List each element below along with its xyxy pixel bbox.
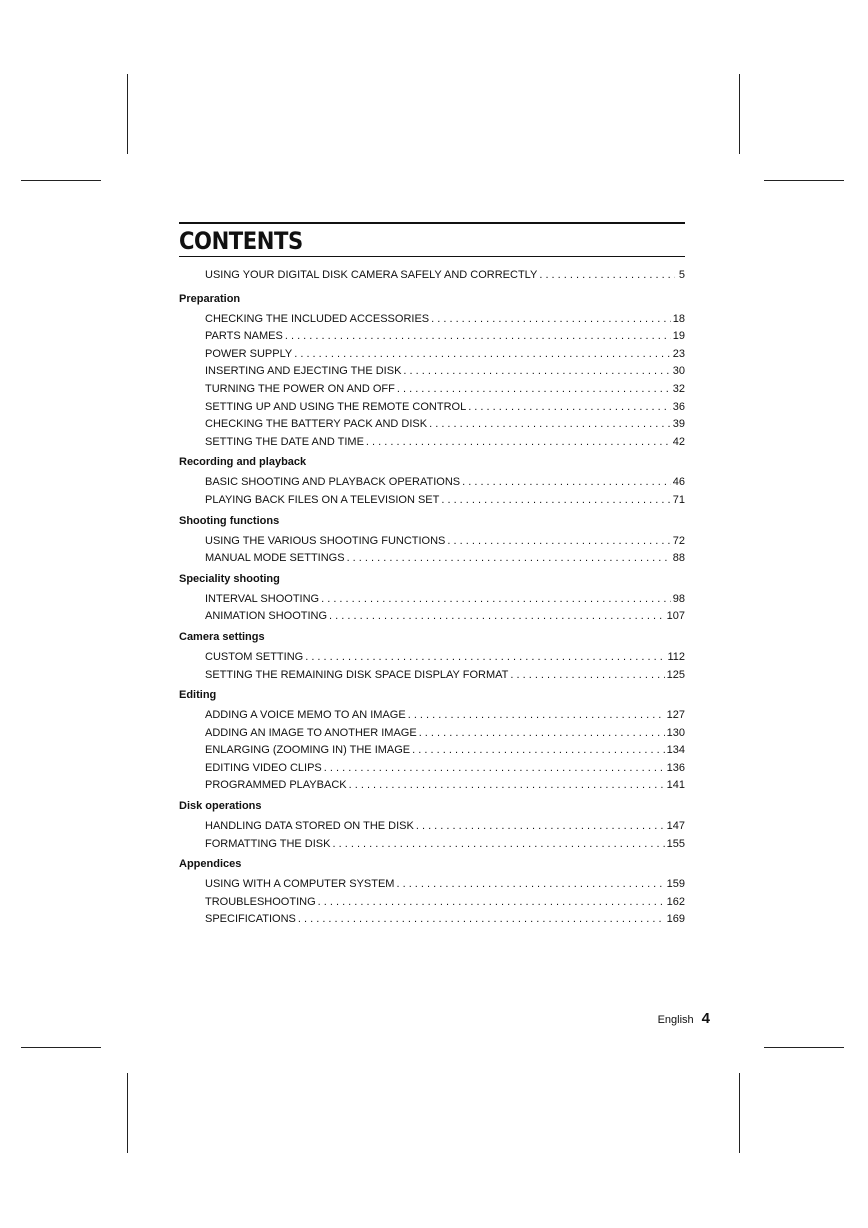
dot-leader [462,474,671,492]
dot-leader [539,267,675,285]
crop-mark-top-right-vertical [739,74,740,154]
dot-leader [324,760,665,778]
toc-entry[interactable] [205,894,685,912]
section-heading: Disk operations [179,800,262,813]
section-heading: Camera settings [179,630,265,643]
toc-entry-page: 134 [666,744,685,757]
toc-entry-label: PARTS NAMES [205,330,283,343]
toc-entry[interactable] [205,311,685,329]
toc-entry-page: 19 [672,330,685,343]
dot-leader [419,725,665,743]
toc-entry-label: CHECKING THE BATTERY PACK AND DISK [205,418,428,431]
section-heading: Speciality shooting [179,572,280,585]
toc-entry[interactable] [205,707,685,725]
toc-entry-label: TURNING THE POWER ON AND OFF [205,382,395,395]
toc-entry[interactable] [205,399,685,417]
section-heading: Editing [179,689,217,702]
toc-entry-page: 98 [672,592,685,605]
toc-entry[interactable] [205,346,685,364]
toc-entry-label: SETTING THE REMAINING DISK SPACE DISPLAY FORMAT [205,668,509,681]
toc-entry[interactable] [205,591,685,609]
toc-entry-label: BASIC SHOOTING AND PLAYBACK OPERATIONS [205,476,461,489]
crop-mark-top-left-horizontal [21,180,101,181]
toc-entry[interactable] [205,267,685,285]
dot-leader [333,836,665,854]
toc-entry-page: 125 [666,668,685,681]
toc-entry-label: PROGRAMMED PLAYBACK [205,779,347,792]
page-footer [610,1010,710,1027]
toc-entry-label: MANUAL MODE SETTINGS [205,552,345,565]
toc-entry-label: FORMATTING THE DISK [205,837,331,850]
toc-entry-label: USING WITH A COMPUTER SYSTEM [205,878,395,891]
toc-entry-label: ADDING AN IMAGE TO ANOTHER IMAGE [205,726,417,739]
toc-entry[interactable] [205,818,685,836]
table-of-contents [179,222,685,929]
toc-entry-page: 141 [666,779,685,792]
toc-entry-page: 42 [672,435,685,448]
toc-entry-page: 112 [667,650,685,663]
toc-entry[interactable] [205,434,685,452]
dot-leader [298,911,665,929]
dot-leader [294,346,671,364]
toc-entry-page: 162 [666,895,685,908]
toc-entry-page: 5 [678,269,685,281]
dot-leader [397,381,671,399]
toc-entry-label: CUSTOM SETTING [205,650,304,663]
dot-leader [408,707,665,725]
toc-entry-label: INTERVAL SHOOTING [205,592,320,605]
toc-entry-label: PLAYING BACK FILES ON A TELEVISION SET [205,493,440,506]
toc-entry-page: 23 [672,347,685,360]
toc-entry-label: ANIMATION SHOOTING [205,610,328,623]
dot-leader [441,492,670,510]
toc-entry[interactable] [205,328,685,346]
toc-entry[interactable] [205,760,685,778]
toc-entry[interactable] [205,725,685,743]
toc-entry[interactable] [205,492,685,510]
toc-sections [179,291,685,929]
toc-entry-page: 107 [666,610,685,623]
crop-mark-top-left-vertical [127,74,128,154]
page-title: CONTENTS [179,227,303,255]
toc-entry[interactable] [205,381,685,399]
toc-entry-page: 88 [672,552,685,565]
toc-entry-page: 147 [666,820,685,833]
toc-entry[interactable] [205,876,685,894]
dot-leader [285,328,671,346]
toc-entry-page: 159 [666,878,685,891]
dot-leader [349,777,665,795]
dot-leader [403,363,670,381]
toc-entry[interactable] [205,416,685,434]
toc-entry[interactable] [205,667,685,685]
toc-entry-page: 36 [672,400,685,413]
section-heading: Shooting functions [179,514,280,527]
dot-leader [321,591,671,609]
toc-entry[interactable] [205,608,685,626]
toc-entry[interactable] [205,742,685,760]
toc-entry-page: 32 [672,382,685,395]
toc-entry-label: SETTING UP AND USING THE REMOTE CONTROL [205,400,467,413]
toc-entry-page: 39 [672,418,685,431]
toc-entry[interactable] [205,550,685,568]
toc-entry-page: 169 [666,913,685,926]
dot-leader [510,667,664,685]
toc-entry-label: USING YOUR DIGITAL DISK CAMERA SAFELY AND CORRECTLY [205,269,538,281]
toc-entry-label: SPECIFICATIONS [205,913,296,926]
toc-entry-label: ADDING A VOICE MEMO TO AN IMAGE [205,709,406,722]
dot-leader [447,533,670,551]
toc-entry-label: HANDLING DATA STORED ON THE DISK [205,820,414,833]
crop-mark-bottom-left-vertical [127,1073,128,1153]
toc-entry-page: 130 [666,726,685,739]
toc-entry-page: 155 [666,837,685,850]
crop-mark-bottom-right-horizontal [764,1047,844,1048]
toc-entry-page: 136 [666,761,685,774]
dot-leader [429,416,671,434]
footer-language: English [657,1014,694,1026]
toc-entry[interactable] [205,911,685,929]
dot-leader [318,894,665,912]
crop-mark-top-right-horizontal [764,180,844,181]
toc-entry[interactable] [205,777,685,795]
dot-leader [366,434,671,452]
title-rule-bottom [179,256,685,257]
toc-entry-label: USING THE VARIOUS SHOOTING FUNCTIONS [205,534,446,547]
toc-entry-label: TROUBLESHOOTING [205,895,316,908]
dot-leader [412,742,664,760]
toc-entry-label: EDITING VIDEO CLIPS [205,761,322,774]
toc-entry-page: 46 [672,476,685,489]
section-heading: Recording and playback [179,456,307,469]
toc-entry-page: 30 [672,365,685,378]
page-number: 4 [701,1010,710,1027]
toc-entry[interactable] [205,649,685,667]
dot-leader [305,649,665,667]
toc-entry[interactable] [205,533,685,551]
toc-entry-label: ENLARGING (ZOOMING IN) THE IMAGE [205,744,411,757]
dot-leader [468,399,671,417]
toc-entry-page: 71 [672,493,685,506]
toc-entry-label: INSERTING AND EJECTING THE DISK [205,365,402,378]
dot-leader [329,608,665,626]
toc-entry-label: CHECKING THE INCLUDED ACCESSORIES [205,312,430,325]
dot-leader [416,818,665,836]
toc-entry-page: 72 [672,534,685,547]
toc-entry[interactable] [205,474,685,492]
crop-mark-bottom-left-horizontal [21,1047,101,1048]
section-heading: Preparation [179,292,241,305]
crop-mark-bottom-right-vertical [739,1073,740,1153]
section-heading: Appendices [179,858,242,871]
dot-leader [347,550,671,568]
dot-leader [431,311,671,329]
toc-entry[interactable] [205,363,685,381]
toc-entry-page: 127 [666,709,685,722]
toc-entry[interactable] [205,836,685,854]
dot-leader [396,876,664,894]
toc-entry-page: 18 [672,312,685,325]
toc-entry-label: SETTING THE DATE AND TIME [205,435,364,448]
title-rule-top [179,222,685,224]
toc-entry-label: POWER SUPPLY [205,347,293,360]
